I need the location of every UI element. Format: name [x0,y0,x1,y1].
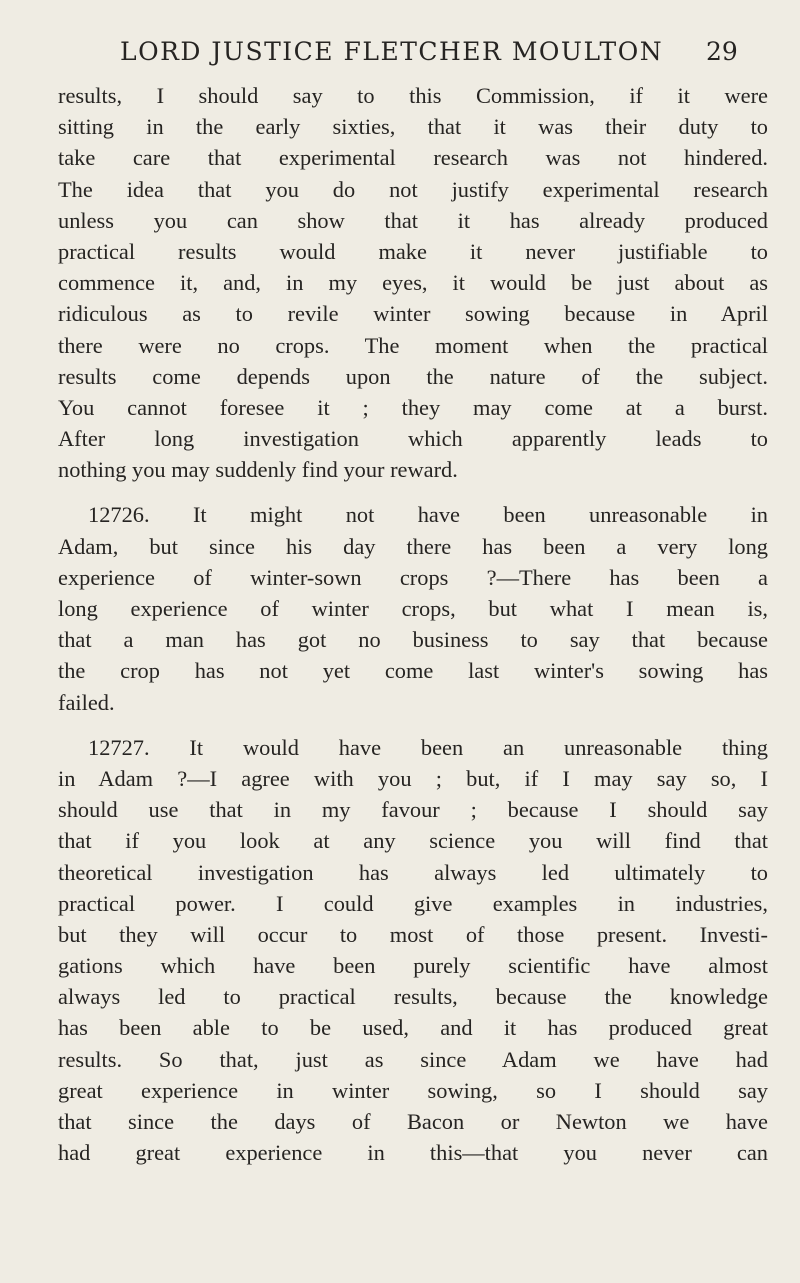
text-line: that since the days of Bacon or Newton we have [58,1109,768,1134]
text-line: The idea that you do not justify experimental research [58,176,768,202]
text-line: great experience in winter sowing, so I should say [58,1077,768,1103]
text-line: 12727. It would have been an unreasonable thing [88,734,768,760]
page-number: 29 [706,37,738,66]
text-line: 12726. It might not have been unreasonable in [88,502,768,528]
text-line: that if you look at any science you will find that [58,828,768,854]
running-head [0,32,800,72]
paragraph [58,80,768,485]
text-line: results. So that, just as since Adam we have had [58,1046,768,1072]
text-line: in Adam ?—I agree with you ; but, if I may say so, I [58,765,768,791]
text-line: has been able to be used, and it has produced great [58,1015,768,1041]
text-line: theoretical investigation has always led ultimately to [58,859,768,885]
text-line: commence it, and, in my eyes, it would be just about as [58,270,768,296]
running-title: LORD JUSTICE FLETCHER MOULTON [120,37,664,66]
paragraph [58,732,768,1169]
text-line: always led to practical results, because the knowledge [58,984,768,1010]
text-line: experience of winter-sown crops ?—There has been a [58,564,768,590]
text-line: there were no crops. The moment when the practical [58,332,768,358]
text-line: but they will occur to most of those present. Investi- [58,921,768,947]
text-line: take care that experimental research was not hindered. [58,145,768,171]
text-line: You cannot foresee it ; they may come at a burst. [58,394,768,420]
text-line: the crop has not yet come last winter's sowing has [58,658,768,684]
text-line: should use that in my favour ; because I should say [58,797,768,823]
text-line: sitting in the early sixties, that it was their duty to [58,114,768,140]
text-line: gations which have been purely scientific have almost [58,953,768,979]
text-line: practical power. I could give examples in industries, [58,890,768,916]
text-line: had great experience in this—that you never can [58,1140,768,1166]
text-line: After long investigation which apparently leads to [58,426,768,452]
text-body [58,80,768,1168]
text-line: results come depends upon the nature of the subject. [58,363,768,389]
text-line: results, I should say to this Commission, if it were [58,83,768,108]
paragraph [58,499,768,717]
text-line: Adam, but since his day there has been a very long [58,533,768,559]
text-line: nothing you may suddenly find your reward. [58,457,458,483]
text-line: that a man has got no business to say that because [58,627,768,653]
text-line: unless you can show that it has already produced [58,207,768,233]
text-line: ridiculous as to revile winter sowing because in April [58,301,768,327]
text-line: long experience of winter crops, but what I mean is, [58,596,768,621]
text-line: failed. [58,689,115,715]
text-line: practical results would make it never justifiable to [58,238,768,264]
